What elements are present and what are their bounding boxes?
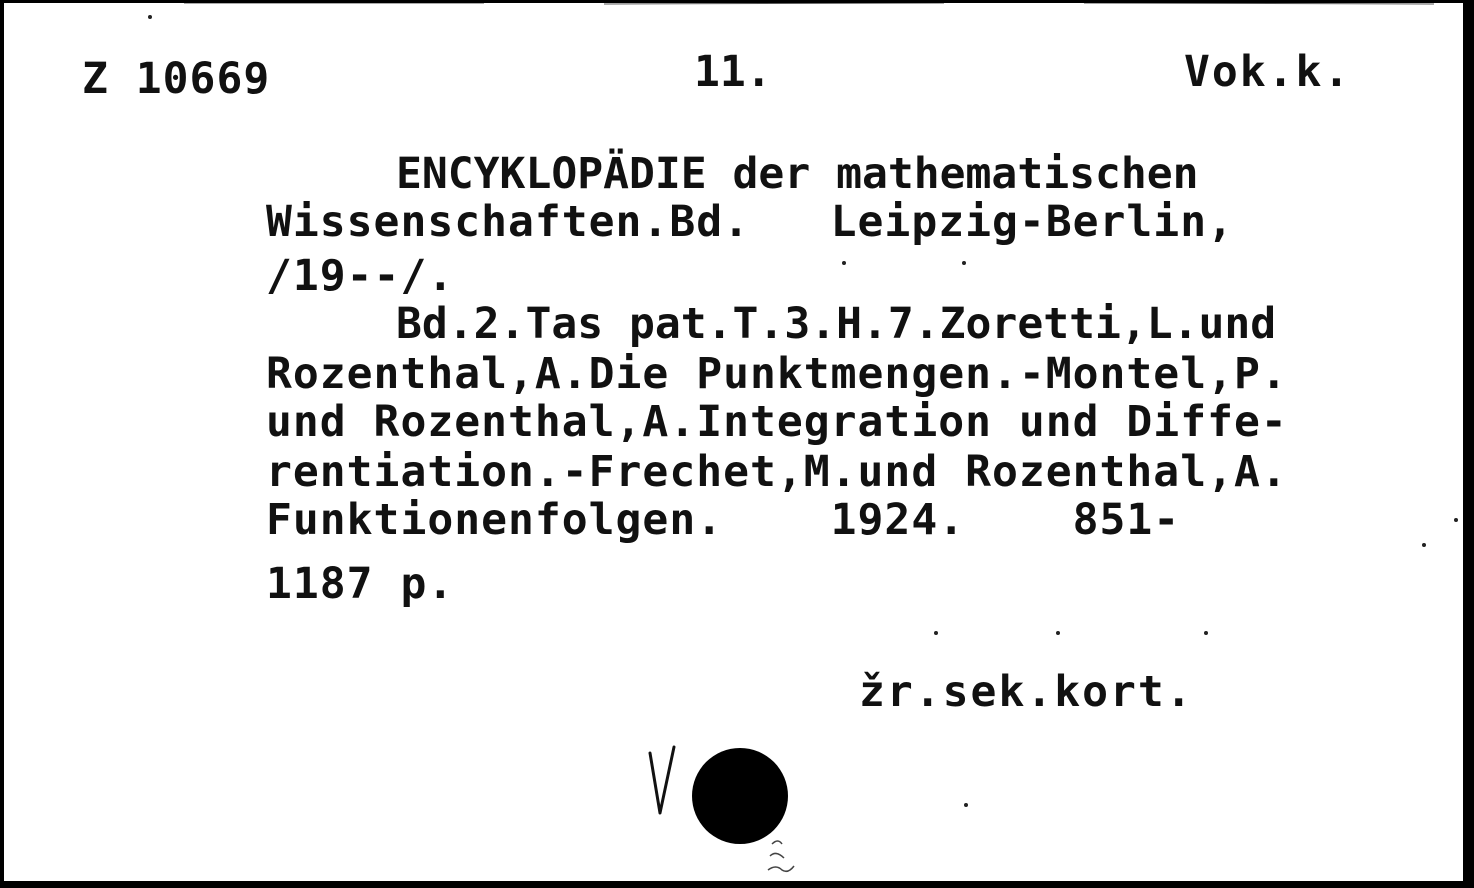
location-code: Vok.k.: [1184, 47, 1352, 97]
cataloger-signature: žr.sek.kort.: [859, 667, 1194, 717]
handwritten-check-mark: [644, 741, 684, 821]
entry-line-1: ENCYKLOPÄDIE der mathematischen: [396, 149, 1199, 199]
entry-line-5: Rozenthal,A.Die Punktmengen.-Montel,P.: [266, 349, 1288, 399]
ink-smudge: [764, 836, 800, 876]
speck: [148, 15, 152, 19]
speck: [934, 631, 938, 635]
speck: [1454, 518, 1458, 522]
call-number: Z 10669: [82, 54, 271, 104]
punch-hole: [692, 748, 788, 844]
speck: [964, 803, 968, 807]
speck: [962, 261, 966, 265]
entry-line-9: 1187 p.: [266, 559, 455, 609]
speck: [842, 261, 846, 265]
speck: [1204, 631, 1208, 635]
speck: [1056, 631, 1060, 635]
entry-line-7: rentiation.-Frechet,M.und Rozenthal,A.: [266, 447, 1288, 497]
entry-line-6: und Rozenthal,A.Integration und Diffe-: [266, 397, 1288, 447]
entry-line-2: Wissenschaften.Bd. Leipzig-Berlin,: [266, 197, 1234, 247]
top-edge-streak: [184, 3, 1444, 5]
speck: [1422, 543, 1426, 547]
entry-line-8: Funktionenfolgen. 1924. 851-: [266, 495, 1181, 545]
entry-line-3: /19--/.: [266, 251, 455, 301]
catalog-card: [4, 3, 1466, 881]
entry-line-4: Bd.2.Tas pat.T.3.H.7.Zoretti,L.und: [396, 299, 1277, 349]
volume-number: 11.: [694, 47, 772, 97]
